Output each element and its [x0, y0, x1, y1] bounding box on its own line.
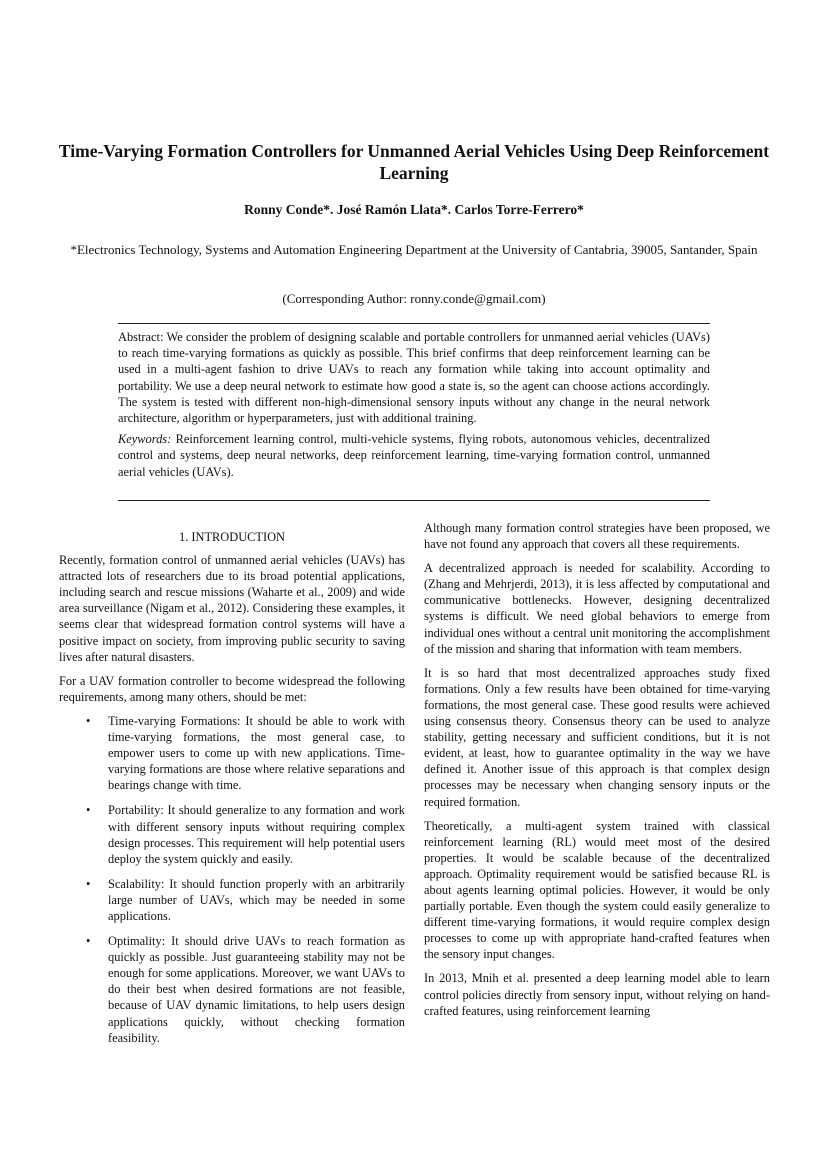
- authors: Ronny Conde*. José Ramón Llata*. Carlos Torre-Ferrero*: [244, 202, 584, 217]
- corresponding-author: (Corresponding Author: ronny.conde@gmail.com): [282, 291, 546, 306]
- abstract-block: [118, 329, 710, 485]
- section-heading-introduction: 1. INTRODUCTION: [179, 530, 285, 544]
- keywords: [118, 431, 710, 480]
- body-paragraph: Although many formation control strategies have been proposed, we have not found any approach that covers all these requirements.: [424, 521, 770, 552]
- requirement-item: [59, 876, 405, 924]
- body-paragraph: It is so hard that most decentralized approaches study fixed formations. Only a few results have been obtained for time-varying formations, the most general case. These good results were achieved using consensus theory. Consensus theory can be used to analyze stability, getting necessary and sufficient conditions, but it is not evident, at least, how to guarantee optimality in the way we have defined it. Another issue of this approach is that complex design processes may be necessary when changing sensory inputs or the required formation.: [424, 665, 770, 809]
- bullet-icon: •: [86, 934, 91, 949]
- body-paragraph: Theoretically, a multi-agent system trained with classical reinforcement learning (RL) would meet most of the desired properties. It would be scalable because of the decentralized approach. Optimality requirement would be satisfied because RL is about agents learning optimal policies. However, it would be only partially portable. Even though the system could easily generalize to different time-varying formations, it would require complex design processes to come up with appropriate hand-crafted features when the sensory input changes.: [424, 818, 770, 962]
- keywords-label: Keywords:: [118, 432, 172, 447]
- body-paragraph: In 2013, Mnih et al. presented a deep learning model able to learn control policies directly from sensory input, without relying on hand-crafted features, using reinforcement learning: [424, 971, 770, 1018]
- requirement-text: Portability: It should generalize to any formation and work with different sensory inputs without requiring complex design processes. This requirement will help potential users deploy the system quickly and easily.: [108, 803, 405, 866]
- intro-paragraph-2: For a UAV formation controller to become widespread the following requirements, among many others, should be met:: [59, 673, 405, 704]
- requirement-text: Time-varying Formations: It should be able to work with time-varying formations, the most general case, to empower users to come up with new applications. Time-varying formations are those where relative separations and bearings change with time.: [108, 713, 405, 793]
- left-column: [59, 520, 405, 1055]
- body-paragraph: A decentralized approach is needed for scalability. According to (Zhang and Mehrjerdi, 2013), it is less affected by computational and communicative bottlenecks. However, designing decentralized systems is difficult. We need global behaviors to emerge from individual ones without a central unit monitoring the accomplishment of the mission and sharing that information with team members.: [424, 561, 770, 656]
- requirement-item: [59, 933, 405, 1046]
- right-column: [424, 520, 770, 1027]
- abstract-text: Abstract: We consider the problem of designing scalable and portable controllers for unmanned aerial vehicles (UAVs) to reach time-varying formations as quickly as possible. This brief confirms that deep reinforcement learning can be used in a multi-agent fashion to drive UAVs to reach any formation while taking into account optimality and portability. We use a deep neural network to estimate how good a state is, so the agent can choose actions accordingly. The system is tested with different non-high-dimensional sensory inputs without any change in the neural network architecture, algorithm or hyperparameters, just with additional training.: [118, 330, 710, 426]
- paper-title: Time-Varying Formation Controllers for Unmanned Aerial Vehicles Using Deep Reinforcement Learning: [58, 141, 770, 183]
- bullet-icon: •: [86, 713, 91, 728]
- abstract-bottom-rule: [118, 500, 710, 501]
- abstract-top-rule: [118, 323, 710, 324]
- requirement-item: [59, 802, 405, 866]
- bullet-icon: •: [86, 876, 91, 891]
- requirements-list: [59, 713, 405, 1046]
- requirement-item: [59, 713, 405, 793]
- requirement-text: Optimality: It should drive UAVs to reach formation as quickly as possible. Just guaranteeing stability may not be enough for some applications. Moreover, we want UAVs to do their best when desired formations are not feasible, because of UAV dynamic limitations, to help users design applications quickly, without checking formation feasibility.: [108, 934, 405, 1045]
- keywords-text: Reinforcement learning control, multi-vehicle systems, flying robots, autonomous vehicles, decentralized control and systems, deep neural networks, deep reinforcement learning, time-varying formation control, unmanned aerial vehicles (UAVs).: [118, 432, 710, 479]
- bullet-icon: •: [86, 803, 91, 818]
- intro-paragraph-1: Recently, formation control of unmanned aerial vehicles (UAVs) has attracted lots of researchers due to its broad potential applications, including search and rescue missions (Waharte et al., 2009) and wide area surveillance (Nigam et al., 2012). Considering these examples, it seems clear that widespread formation control systems will have a positive impact on society, from improving public security to saving lives after natural disasters.: [59, 553, 405, 664]
- affiliation: *Electronics Technology, Systems and Automation Engineering Department at the University of Cantabria, 39005, Santander, Spain: [70, 242, 758, 257]
- requirement-text: Scalability: It should function properly with an arbitrarily large number of UAVs, which may be needed in some applications.: [108, 876, 405, 923]
